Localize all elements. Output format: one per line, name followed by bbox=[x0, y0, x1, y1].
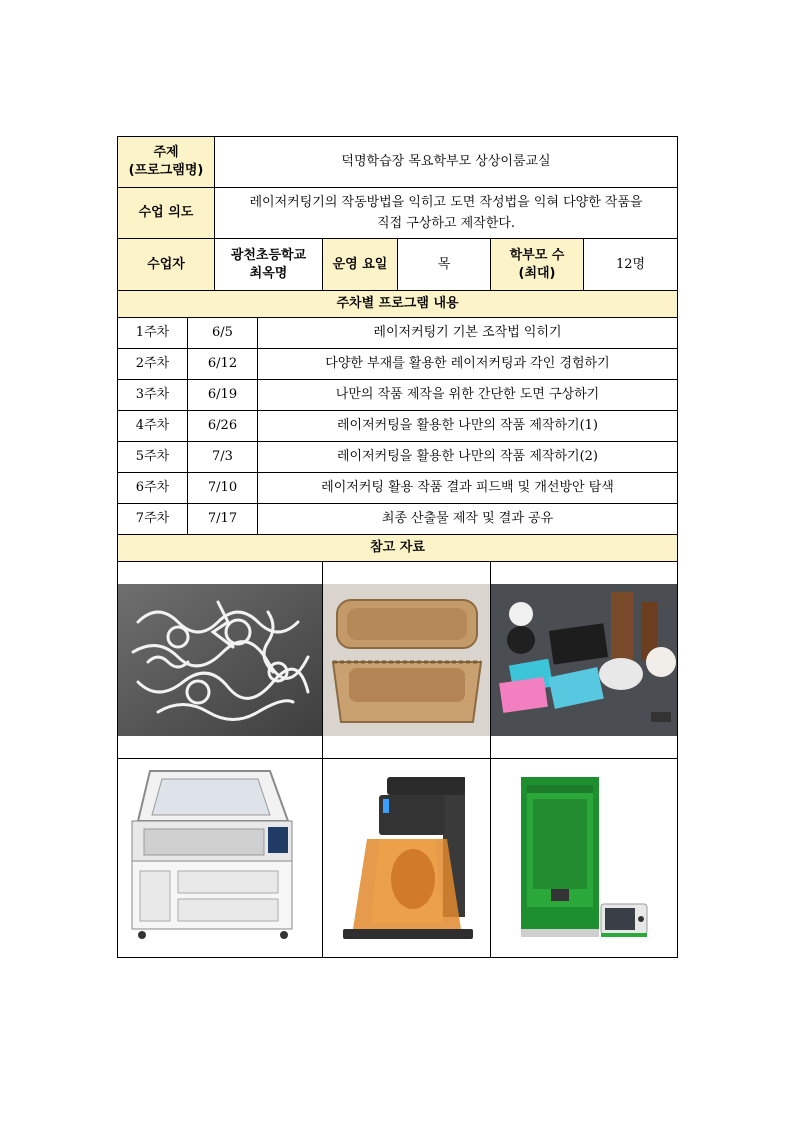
week-date-cell: 7/3 bbox=[188, 442, 258, 473]
week-date-cell: 7/10 bbox=[188, 473, 258, 504]
parents-value: 12명 bbox=[584, 239, 678, 291]
week-content-cell: 레이저커팅을 활용한 나만의 작품 제작하기(2) bbox=[258, 442, 678, 473]
week-week-cell: 4주차 bbox=[118, 411, 188, 442]
program-document bbox=[117, 136, 677, 958]
teacher-label: 수업자 bbox=[118, 239, 215, 291]
reference-image-papercut bbox=[118, 562, 323, 759]
reference-table bbox=[117, 534, 678, 958]
reference-image-enclosed-laser-machine bbox=[491, 759, 678, 958]
week-week-cell: 6주차 bbox=[118, 473, 188, 504]
week-row bbox=[118, 380, 678, 411]
day-value: 목 bbox=[398, 239, 491, 291]
week-row bbox=[118, 349, 678, 380]
info-table bbox=[117, 136, 678, 318]
week-content-cell: 레이저커팅을 활용한 나만의 작품 제작하기(1) bbox=[258, 411, 678, 442]
week-date-cell: 6/5 bbox=[188, 318, 258, 349]
week-week-cell: 1주차 bbox=[118, 318, 188, 349]
week-date-cell: 7/17 bbox=[188, 504, 258, 535]
week-week-cell: 3주차 bbox=[118, 380, 188, 411]
week-row bbox=[118, 473, 678, 504]
reference-image-engraved-items bbox=[491, 562, 678, 759]
week-row bbox=[118, 442, 678, 473]
weekly-table bbox=[117, 317, 678, 535]
week-row bbox=[118, 318, 678, 349]
week-content-cell: 레이저커팅 활용 작품 결과 피드백 및 개선방안 탐색 bbox=[258, 473, 678, 504]
reference-title: 참고 자료 bbox=[118, 535, 678, 562]
reference-image-portable-laser-engraver bbox=[323, 759, 491, 958]
week-row bbox=[118, 504, 678, 535]
reference-image-wooden-box bbox=[323, 562, 491, 759]
week-row bbox=[118, 411, 678, 442]
week-content-cell: 다양한 부재를 활용한 레이저커팅과 각인 경험하기 bbox=[258, 349, 678, 380]
week-week-cell: 2주차 bbox=[118, 349, 188, 380]
week-date-cell: 6/19 bbox=[188, 380, 258, 411]
week-week-cell: 5주차 bbox=[118, 442, 188, 473]
reference-image-co2-laser-cutter bbox=[118, 759, 323, 958]
week-content-cell: 나만의 작품 제작을 위한 간단한 도면 구상하기 bbox=[258, 380, 678, 411]
week-date-cell: 6/26 bbox=[188, 411, 258, 442]
teacher-value: 광천초등학교 최옥명 bbox=[215, 239, 323, 291]
parents-label: 학부모 수 (최대) bbox=[491, 239, 584, 291]
week-date-cell: 6/12 bbox=[188, 349, 258, 380]
topic-value: 덕명학습장 목요학부모 상상이룸교실 bbox=[215, 137, 678, 188]
day-label: 운영 요일 bbox=[323, 239, 398, 291]
intent-value: 레이저커팅기의 작동방법을 익히고 도면 작성법을 익혀 다양한 작품을 직접 구상하고 제작한다. bbox=[215, 188, 678, 239]
topic-label: 주제 (프로그램명) bbox=[118, 137, 215, 188]
week-content-cell: 최종 산출물 제작 및 결과 공유 bbox=[258, 504, 678, 535]
intent-label: 수업 의도 bbox=[118, 188, 215, 239]
week-week-cell: 7주차 bbox=[118, 504, 188, 535]
week-content-cell: 레이저커팅기 기본 조작법 익히기 bbox=[258, 318, 678, 349]
weekly-title: 주차별 프로그램 내용 bbox=[118, 291, 678, 318]
